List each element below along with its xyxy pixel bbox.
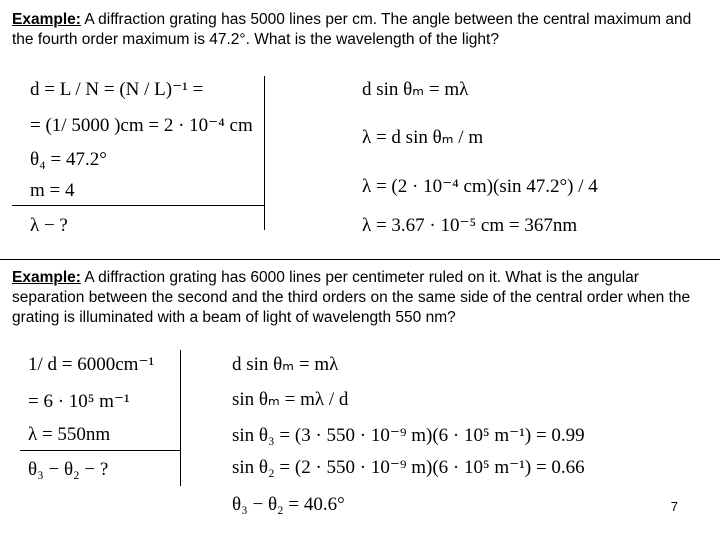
example2-text: A diffraction grating has 6000 lines per centimeter ruled on it. What is the angular separation between the second and the third orders on the same side of the central order when the grating is illuminated with a beam of light of wavelength 550 nm?	[12, 269, 691, 326]
ex1-right-line-4: λ = 3.67 · 10⁻⁵ cm = 367nm	[362, 215, 578, 236]
ex1-left-line-4: m = 4	[30, 180, 75, 201]
ex1-left-line-1: d = L / N = (N / L)⁻¹ =	[30, 79, 204, 100]
ex2-horizontal-divider	[20, 450, 180, 451]
page-number: 7	[670, 499, 678, 514]
ex2-left-line-4: θ₃ − θ₂ − ?	[28, 459, 109, 480]
example1-text: A diffraction grating has 5000 lines per cm. The angle between the central maximum and the fourth order maximum is 47.2°. What is the wavelength of the light?	[12, 11, 692, 48]
ex2-right-line-2: sin θₘ = mλ / d	[232, 389, 349, 410]
ex1-vertical-divider	[264, 76, 265, 230]
ex2-left-line-3: λ = 550nm	[28, 424, 111, 445]
ex2-left-line-1: 1/ d = 6000cm⁻¹	[28, 354, 155, 375]
ex2-left-line-2: = 6 · 10⁵ m⁻¹	[28, 391, 130, 412]
ex1-left-line-3: θ₄ = 47.2°	[30, 149, 107, 170]
example2-label: Example:	[12, 269, 81, 286]
ex1-right-line-1: d sin θₘ = mλ	[362, 79, 469, 100]
example1-statement	[12, 10, 712, 50]
ex2-right-line-3: sin θ₃ = (3 · 550 · 10⁻⁹ m)(6 · 10⁵ m⁻¹) = 0.99	[232, 425, 585, 446]
ex2-right-line-5: θ₃ − θ₂ = 40.6°	[232, 494, 345, 515]
ex1-right-line-2: λ = d sin θₘ / m	[362, 127, 484, 148]
ex2-right-line-1: d sin θₘ = mλ	[232, 354, 339, 375]
ex1-left-line-2: = (1/ 5000 )cm = 2 · 10⁻⁴ cm	[30, 115, 253, 136]
ex2-right-line-4: sin θ₂ = (2 · 550 · 10⁻⁹ m)(6 · 10⁵ m⁻¹) = 0.66	[232, 457, 585, 478]
section-separator	[0, 259, 720, 260]
ex2-vertical-divider	[180, 350, 181, 486]
ex1-right-line-3: λ = (2 · 10⁻⁴ cm)(sin 47.2°) / 4	[362, 176, 598, 197]
example1-label: Example:	[12, 11, 81, 28]
ex1-horizontal-divider	[12, 205, 264, 206]
example2-statement	[12, 268, 712, 328]
ex1-left-line-5: λ − ?	[30, 215, 68, 236]
